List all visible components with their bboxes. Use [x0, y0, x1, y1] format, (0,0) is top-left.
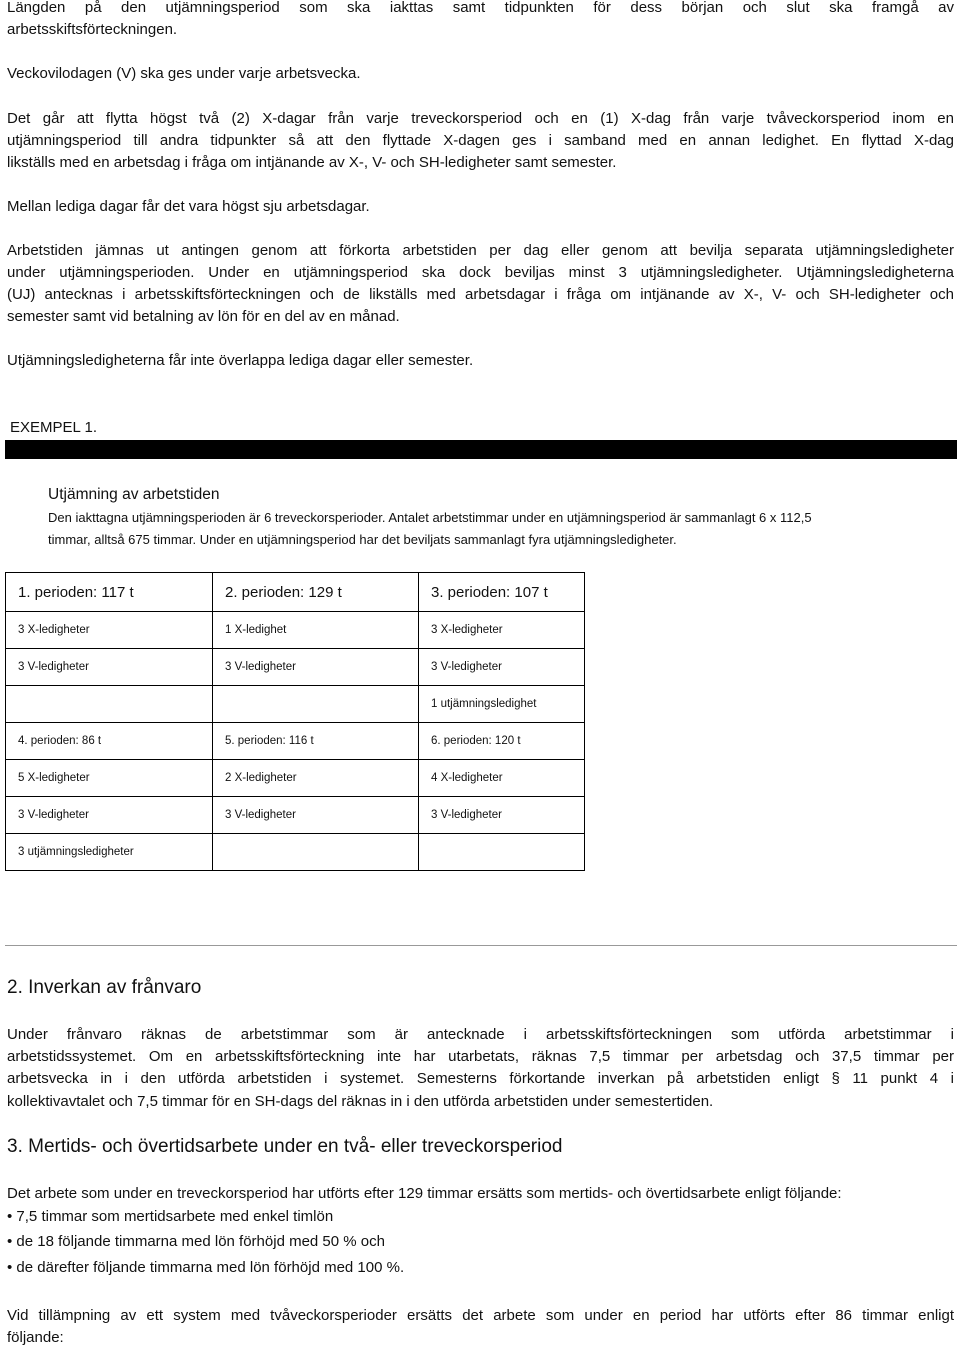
table-header-cell: 1. perioden: 117 t — [6, 573, 213, 612]
paragraph-line: arbetstidssystemet. Om en arbetsskiftsförteckning inte har utarbetats, räknas 7,5 timmar per arbetsdag och 37,5 timmar per — [7, 1048, 954, 1065]
paragraph-line: utjämningsperiod till andra tidpunkter så att den flyttade X-dagen ges i samband med en annan ledighet. En flyttad X-dag — [7, 132, 954, 149]
paragraph-line: arbetsvecka in i den utförda arbetstiden i systemet. Semesterns förkortande inverkan på arbetstiden enligt § 11 punkt 4 i — [7, 1070, 954, 1087]
table-cell: 3 X-ledigheter — [6, 612, 213, 649]
table-header-cell: 3. perioden: 107 t — [419, 573, 585, 612]
table-cell: 3 V-ledigheter — [419, 797, 585, 834]
table-cell: 5. perioden: 116 t — [213, 723, 419, 760]
table-row — [6, 760, 585, 797]
paragraph-line: Veckovilodagen (V) ska ges under varje arbetsvecka. — [7, 65, 361, 82]
table-row — [6, 612, 585, 649]
table-cell: 3 V-ledigheter — [213, 649, 419, 686]
list-item: • de 18 följande timmarna med lön förhöjd med 50 % och — [7, 1233, 385, 1250]
paragraph-line: Utjämningsledigheterna får inte överlappa lediga dagar eller semester. — [7, 352, 474, 369]
table-cell — [213, 686, 419, 723]
table-cell: 5 X-ledigheter — [6, 760, 213, 797]
table-cell: 2 X-ledigheter — [213, 760, 419, 797]
table-cell: 3 V-ledigheter — [6, 797, 213, 834]
table-cell — [6, 686, 213, 723]
table-cell: 4. perioden: 86 t — [6, 723, 213, 760]
table-row — [6, 649, 585, 686]
table-cell: 6. perioden: 120 t — [419, 723, 585, 760]
table-row — [6, 723, 585, 760]
example-description-line: Den iakttagna utjämningsperioden är 6 treveckorsperioder. Antalet arbetstimmar under en utjämningsperiod är sammanlagt 6 x 112,5 — [48, 510, 812, 525]
example-divider-bar — [5, 440, 957, 459]
paragraph-line: följande: — [7, 1329, 64, 1346]
table-row — [6, 834, 585, 871]
paragraph-line: under utjämningsperioden. Under en utjämningsperiod ska dock beviljas minst 3 utjämningsledigheter. Utjämningsledigheterna — [7, 264, 954, 281]
table-row — [6, 797, 585, 834]
table-cell: 3 utjämningsledigheter — [6, 834, 213, 871]
paragraph-line: arbetsskiftsförteckningen. — [7, 21, 178, 38]
paragraph-line: Vid tillämpning av ett system med tvåveckorsperioder ersätts det arbete som under en period har utförts efter 86 timmar enligt — [7, 1307, 954, 1324]
table-cell — [419, 834, 585, 871]
table-header-cell: 2. perioden: 129 t — [213, 573, 419, 612]
table-cell: 1 utjämningsledighet — [419, 686, 585, 723]
paragraph-line: Arbetstiden jämnas ut antingen genom att förkorta arbetstiden per dag eller genom att bevilja separata utjämningsledigheter — [7, 242, 954, 259]
section-heading: 2. Inverkan av frånvaro — [7, 977, 202, 998]
paragraph-line: kollektivavtalet och 7,5 timmar för en SH-dags del räknas in i den utförda arbetstiden under semestertiden. — [7, 1093, 714, 1110]
table-cell: 3 X-ledigheter — [419, 612, 585, 649]
paragraph-line: likställs med en arbetsdag i fråga om intjänande av X-, V- och SH-ledigheter samt semester. — [7, 154, 617, 171]
table-row — [6, 686, 585, 723]
paragraph-line: Mellan lediga dagar får det vara högst sju arbetsdagar. — [7, 198, 370, 215]
paragraph-line: (UJ) antecknas i arbetsskiftsförteckningen och de likställs med arbetsdagar i fråga om intjänande av X-, V- och SH-ledigheter och — [7, 286, 954, 303]
paragraph-line: Det går att flytta högst två (2) X-dagar från varje treveckorsperiod och en (1) X-dag från varje tvåveckorsperiod inom en — [7, 110, 954, 127]
section-heading: 3. Mertids- och övertidsarbete under en två- eller treveckorsperiod — [7, 1136, 563, 1157]
table-cell: 3 V-ledigheter — [213, 797, 419, 834]
paragraph-line: semester samt vid betalning av lön för en del av en månad. — [7, 308, 400, 325]
example-description-line: timmar, alltså 675 timmar. Under en utjämningsperiod har det beviljats sammanlagt fyra utjämningsledigheter. — [48, 532, 677, 547]
table-header-row — [6, 573, 585, 612]
table-cell: 1 X-ledighet — [213, 612, 419, 649]
paragraph-line: Det arbete som under en treveckorsperiod har utförts efter 129 timmar ersätts som mertids- och övertidsarbete enligt följande: — [7, 1185, 842, 1202]
table-cell — [213, 834, 419, 871]
paragraph-line: Längden på den utjämningsperiod som ska iakttas samt tidpunkten för dess början och slut ska framgå av — [7, 0, 954, 16]
table-cell: 3 V-ledigheter — [419, 649, 585, 686]
list-item: • 7,5 timmar som mertidsarbete med enkel timlön — [7, 1208, 334, 1225]
example-label: EXEMPEL 1. — [10, 419, 97, 436]
paragraph-line: Under frånvaro räknas de arbetstimmar som är antecknade i arbetsskiftsförteckningen som utförda arbetstimmar i — [7, 1026, 954, 1043]
table-cell: 3 V-ledigheter — [6, 649, 213, 686]
section-divider — [5, 945, 957, 946]
period-table — [5, 572, 585, 871]
list-item: • de därefter följande timmarna med lön förhöjd med 100 %. — [7, 1259, 405, 1276]
example-title: Utjämning av arbetstiden — [48, 486, 220, 503]
table-cell: 4 X-ledigheter — [419, 760, 585, 797]
